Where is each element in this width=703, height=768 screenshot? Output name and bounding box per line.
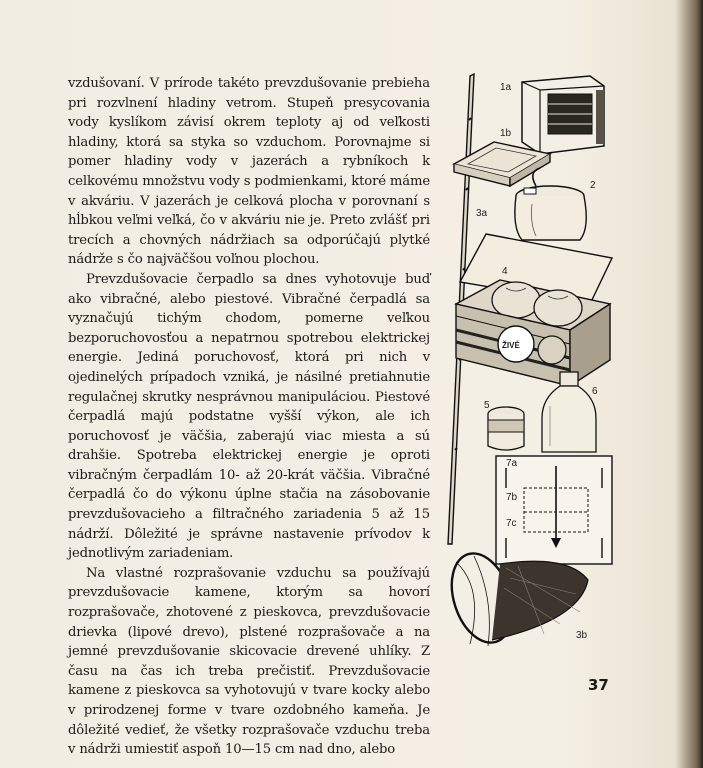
paragraph-3: Na vlastné rozprašovanie vzduchu sa používajú prevzdušovacie kamene, ktorým sa hovorí rozprašovače, zhotovené z pieskovca, prevzdušovacie drievka (lipové drevo), plstené rozprašovače a na jemné prevzdušovanie skicovacie drevené uhlíky. Z času na čas ich treba prečistiť. Prevzdušovacie kamene z pieskovca sa vyhotovujú v tvare kocky alebo v prirodzenej forme v tvare ozdobného kameňa. Je dôležité vedieť, že všetky rozprašovače vzduchu treba v nádrži umiestiť aspoň 10—15 cm nad dno, alebo xyxy=(68,565,430,758)
canister-2 xyxy=(515,168,586,240)
label-3a: 3a xyxy=(476,208,488,219)
illustration-svg xyxy=(440,68,620,668)
label-5: 5 xyxy=(484,400,490,411)
label-6: 6 xyxy=(592,386,598,397)
label-1b: 1b xyxy=(500,128,512,139)
tin-lettering: ŽIVÉ xyxy=(502,341,520,350)
small-jar-5 xyxy=(488,407,524,450)
diagram-7 xyxy=(496,456,612,564)
label-1a: 1a xyxy=(500,82,512,93)
label-7a: 7a xyxy=(506,458,518,469)
label-4: 4 xyxy=(502,266,508,277)
paragraph-2: Prevzdušovacie čerpadlo sa dnes vyhotovuje buď ako vibračné, alebo piestové. Vibračné čerpadlá sa vyznačujú tichým chodom, pomerne veľkou bezporuchovosťou a nepatrnou spotrebou elektrickej energie. Jediná poruchovosť, ktorá pri nich v ojedinelých prípadoch vzniká, je násilné pretiahnutie regulačnej skrutky nesprávnou manipuláciou. Piestové čerpadlá majú podstatne vyšší výkon, ale ich poruchovosť je väčšia, zaberajú viac miesta a sú drahšie. Spotreba elektrickej energie je oproti vibračným čerpadlám 10- až 20-krát väčšia. Vibračné čerpadlá čo do výkonu úplne stačia na zásobovanie prevzdušovacieho a filtračného zariadenia 5 až 15 nádrží. Dôležité je správne nastavenie prívodov k jednotlivým zariadeniam. xyxy=(68,271,430,562)
body-text xyxy=(68,74,430,760)
paragraph-1: vzdušovaní. V prírode takéto prevzdušovanie prebieha pri rozvlnení hladiny vetrom. Stupeň presycovania vody kyslíkom závisí okrem teploty aj od veľkosti hladiny, ktorá sa styka so vzduchom. Porovnajme si pomer hladiny vody v jazerách a rybníkoch k celkovému množstvu vody s podmienkami, ktoré máme v akváriu. V jazerách je celková plocha v porovnaní s hĺbkou veľmi veľká, čo v akváriu nie je. Preto zvlášť pri trecích a chovných nádržiach sa odporúčajú plytké nádrže s čo najväčšou voľnou plochou. xyxy=(68,76,430,268)
fish-transport-box-4 xyxy=(456,234,612,386)
label-3b: 3b xyxy=(576,630,588,641)
aquarium-equipment-illustration xyxy=(440,68,620,668)
page-number: 37 xyxy=(588,676,609,694)
bottle-6 xyxy=(542,372,596,452)
hatching-box-1a xyxy=(522,76,604,154)
label-2: 2 xyxy=(590,180,596,191)
label-7c: 7c xyxy=(506,518,517,529)
label-7b: 7b xyxy=(506,492,518,503)
